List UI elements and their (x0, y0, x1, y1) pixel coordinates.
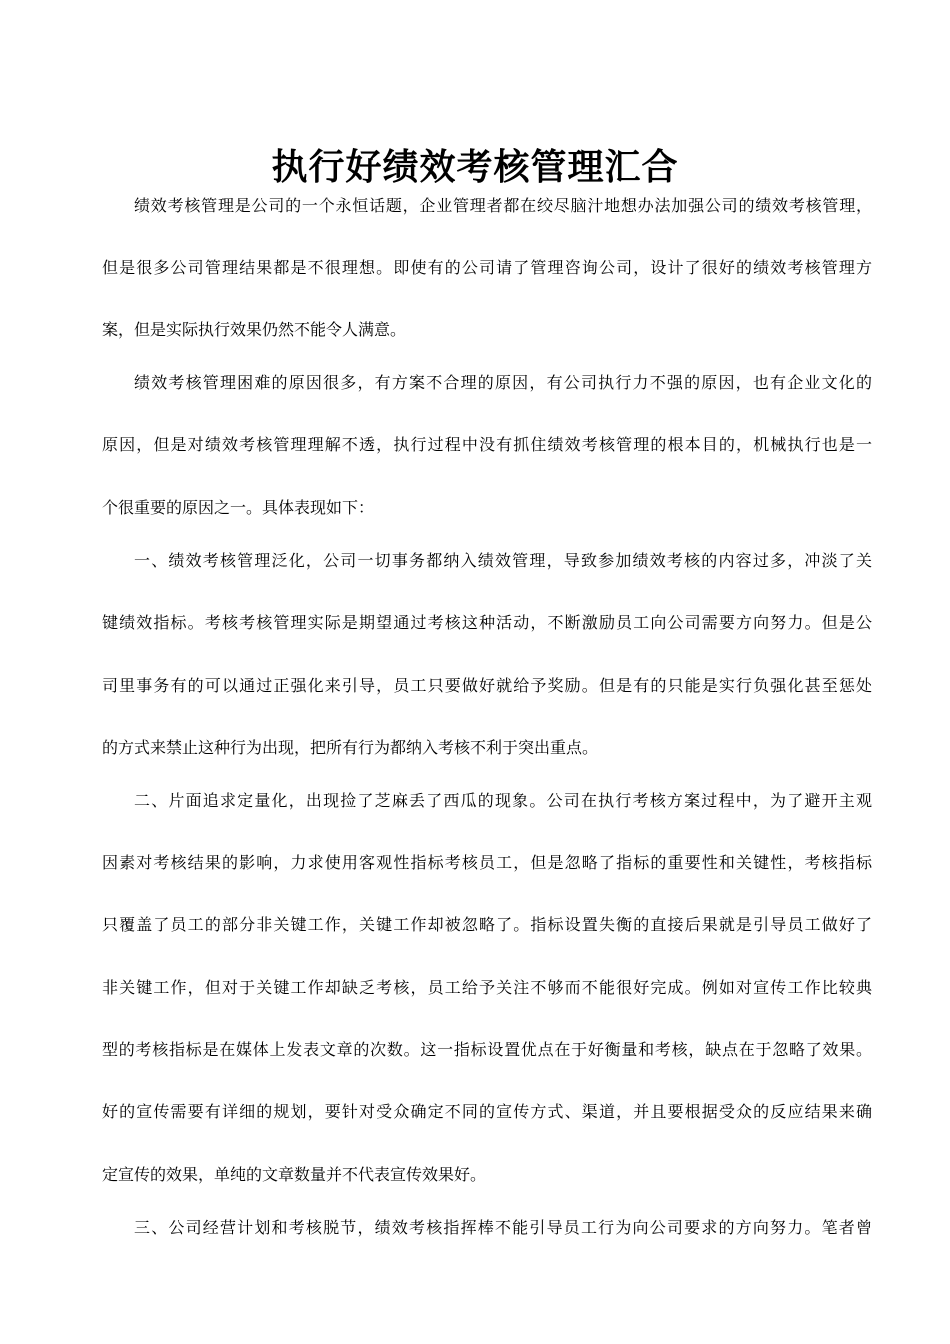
paragraph-line: 三、公司经营计划和考核脱节，绩效考核指挥棒不能引导员工行为向公司要求的方向努力。笔者曾 (134, 1218, 872, 1237)
paragraph-line: 键绩效指标。考核考核管理实际是期望通过考核这种活动，不断激励员工向公司需要方向努力。但是公 (102, 613, 872, 632)
paragraph-line: 原因，但是对绩效考核管理理解不透，执行过程中没有抓住绩效考核管理的根本目的，机械执行也是一 (102, 435, 872, 454)
paragraph-line: 二、片面追求定量化，出现捡了芝麻丢了西瓜的现象。公司在执行考核方案过程中，为了避开主观 (134, 791, 872, 810)
paragraph-line: 一、绩效考核管理泛化，公司一切事务都纳入绩效管理，导致参加绩效考核的内容过多，冲淡了关 (134, 551, 872, 570)
paragraph-line: 绩效考核管理困难的原因很多，有方案不合理的原因，有公司执行力不强的原因，也有企业文化的 (134, 373, 872, 392)
paragraph-line: 好的宣传需要有详细的规划，要针对受众确定不同的宣传方式、渠道，并且要根据受众的反应结果来确 (102, 1102, 872, 1121)
paragraph-line: 司里事务有的可以通过正强化来引导，员工只要做好就给予奖励。但是有的只能是实行负强化甚至惩处 (102, 676, 872, 695)
paragraph-line: 但是很多公司管理结果都是不很理想。即使有的公司请了管理咨询公司，设计了很好的绩效考核管理方 (102, 258, 872, 277)
document-title: 执行好绩效考核管理汇合 (271, 146, 679, 188)
paragraph-line: 个很重要的原因之一。具体表现如下： (102, 498, 375, 517)
paragraph-line: 因素对考核结果的影响，力求使用客观性指标考核员工，但是忽略了指标的重要性和关键性，考核指标 (102, 853, 872, 872)
paragraph-line: 绩效考核管理是公司的一个永恒话题，企业管理者都在绞尽脑汁地想办法加强公司的绩效考核管理， (134, 196, 872, 215)
paragraph-line: 非关键工作，但对于关键工作却缺乏考核，员工给予关注不够而不能很好完成。例如对宣传工作比较典 (102, 978, 872, 997)
paragraph-line: 案，但是实际执行效果仍然不能令人满意。 (102, 320, 407, 339)
paragraph-line: 只覆盖了员工的部分非关键工作，关键工作却被忽略了。指标设置失衡的直接后果就是引导员工做好了 (102, 915, 872, 934)
paragraph-line: 型的考核指标是在媒体上发表文章的次数。这一指标设置优点在于好衡量和考核，缺点在于忽略了效果。 (102, 1040, 872, 1059)
paragraph-line: 定宣传的效果，单纯的文章数量并不代表宣传效果好。 (102, 1165, 487, 1184)
paragraph-line: 的方式来禁止这种行为出现，把所有行为都纳入考核不利于突出重点。 (102, 738, 599, 757)
